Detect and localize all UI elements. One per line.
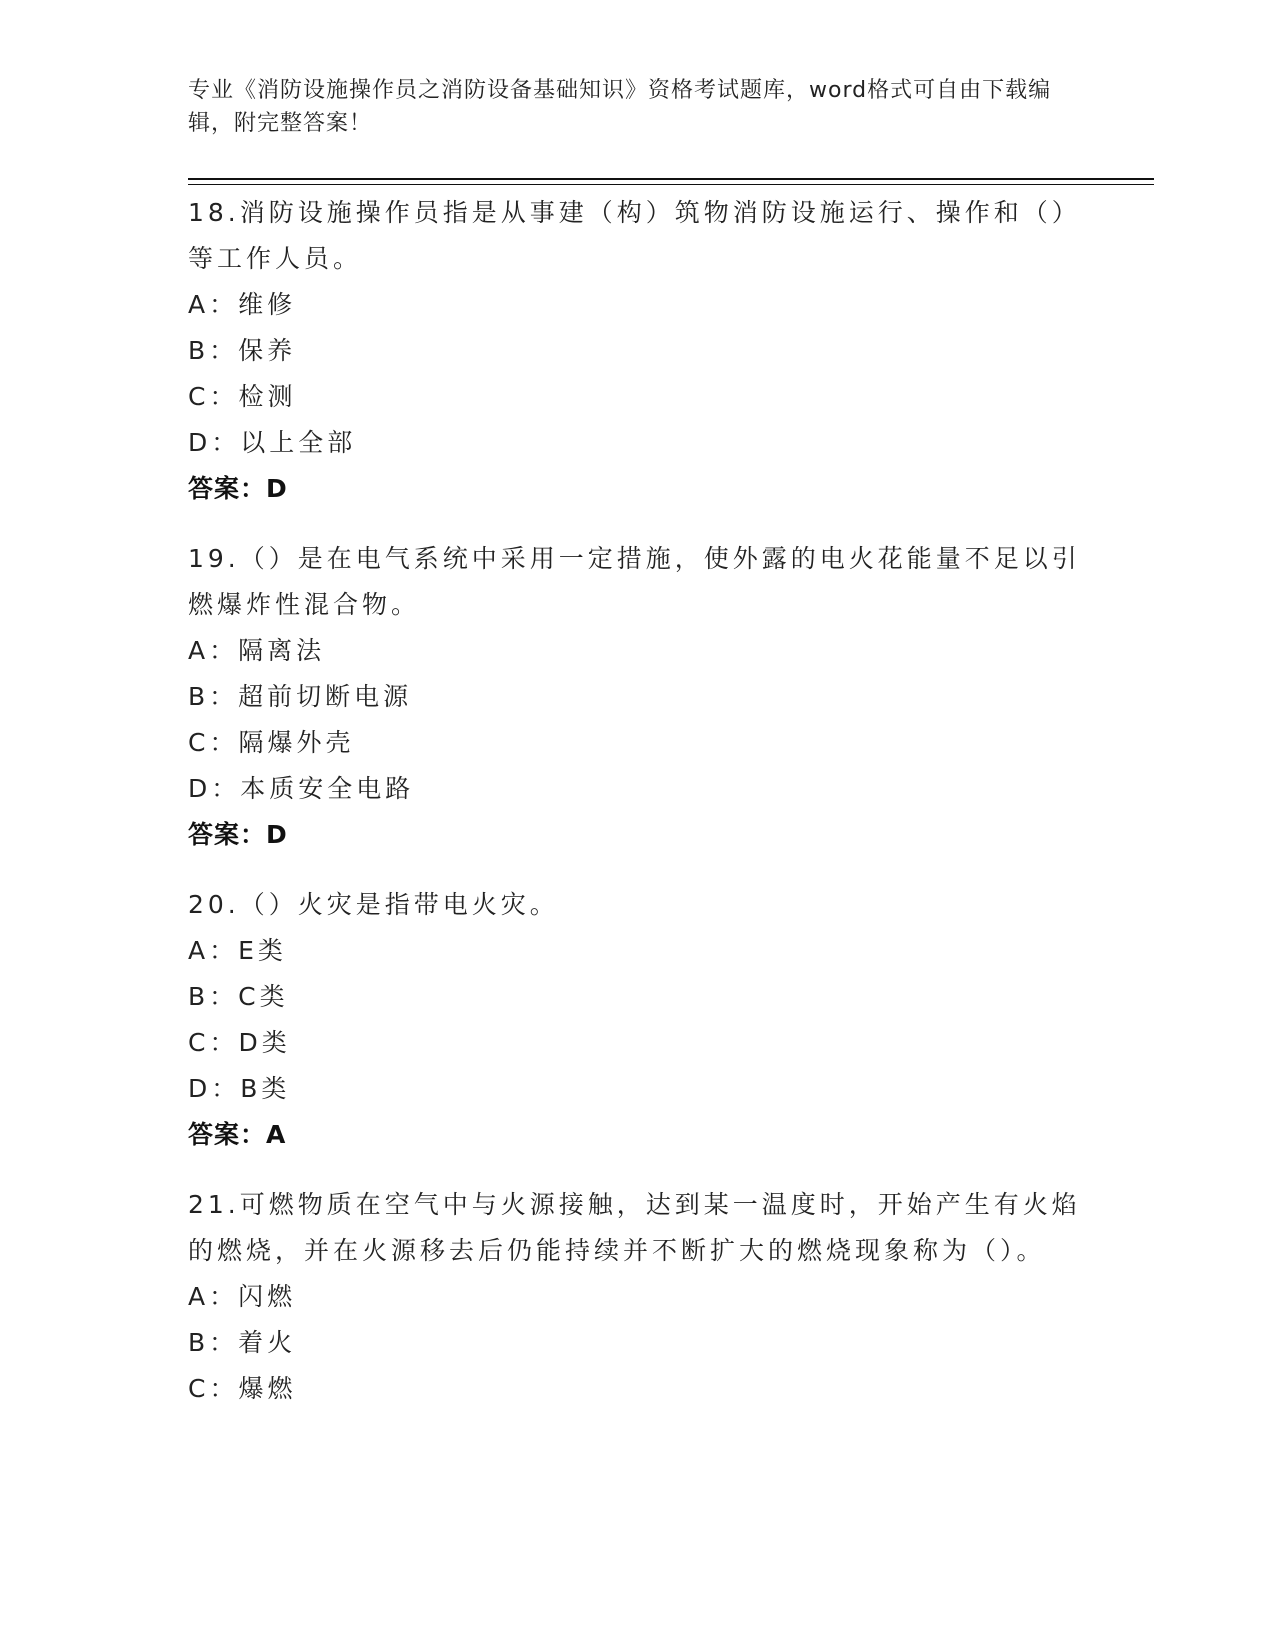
question-stem: 18.消防设施操作员指是从事建（构）筑物消防设施运行、操作和（）等工作人员。 <box>188 198 1081 273</box>
option-b: B：保养 <box>188 336 297 365</box>
option-d: D：以上全部 <box>188 428 357 457</box>
option-a: A：隔离法 <box>188 636 326 665</box>
question-stem: 20.（）火灾是指带电火灾。 <box>188 890 559 919</box>
option-d: D：本质安全电路 <box>188 774 415 803</box>
option-b: B：C类 <box>188 982 289 1011</box>
question-21 <box>188 1182 1088 1412</box>
question-19 <box>188 536 1088 858</box>
document-header: 专业《消防设施操作员之消防设备基础知识》资格考试题库，word格式可自由下载编辑，附完整答案！ <box>188 78 1052 136</box>
question-20 <box>188 882 1088 1158</box>
option-c: C：爆燃 <box>188 1374 297 1403</box>
option-c: C：隔爆外壳 <box>188 728 355 757</box>
answer-line: 答案：A <box>188 1120 287 1149</box>
question-stem: 21.可燃物质在空气中与火源接触，达到某一温度时，开始产生有火焰的燃烧，并在火源移去后仍能持续并不断扩大的燃烧现象称为（）。 <box>188 1190 1081 1265</box>
question-list <box>188 190 1088 1436</box>
option-c: C：检测 <box>188 382 297 411</box>
question-stem: 19.（）是在电气系统中采用一定措施，使外露的电火花能量不足以引燃爆炸性混合物。 <box>188 544 1081 619</box>
option-a: A：E类 <box>188 936 287 965</box>
answer-line: 答案：D <box>188 820 288 849</box>
question-18 <box>188 190 1088 512</box>
option-a: A：维修 <box>188 290 297 319</box>
option-d: D：B类 <box>188 1074 291 1103</box>
option-b: B：超前切断电源 <box>188 682 413 711</box>
answer-line: 答案：D <box>188 474 288 503</box>
option-c: C：D类 <box>188 1028 291 1057</box>
option-a: A：闪燃 <box>188 1282 297 1311</box>
option-b: B：着火 <box>188 1328 297 1357</box>
header-divider <box>188 178 1154 185</box>
